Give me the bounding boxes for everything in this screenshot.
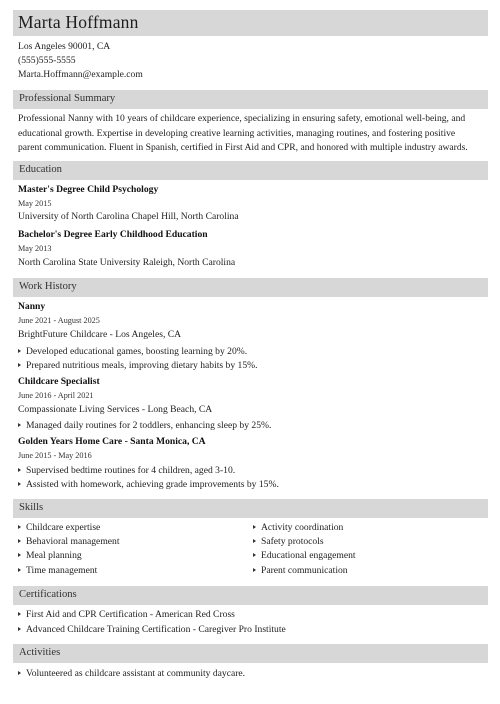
skill-item: Educational engagement	[253, 550, 356, 561]
job-title: Golden Years Home Care - Santa Monica, CA	[18, 436, 206, 447]
bullet-icon	[18, 482, 21, 486]
bullet-icon	[253, 553, 256, 557]
work-section-header	[13, 278, 488, 297]
bullet-icon	[253, 568, 256, 572]
job-dates: June 2015 - May 2016	[18, 451, 92, 460]
section-title: Activities	[19, 647, 61, 658]
job-bullet: Managed daily routines for 2 toddlers, enhancing sleep by 25%.	[18, 420, 271, 431]
section-title: Work History	[19, 281, 77, 292]
job-employer: Compassionate Living Services - Long Beach, CA	[18, 404, 213, 415]
bullet-icon	[18, 671, 21, 675]
summary-section-header	[13, 90, 488, 109]
certification-item: First Aid and CPR Certification - American Red Cross	[18, 609, 235, 620]
job-employer: BrightFuture Childcare - Los Angeles, CA	[18, 329, 182, 340]
bullet-icon	[18, 612, 21, 616]
bullet-icon	[18, 627, 21, 631]
bullet-icon	[253, 525, 256, 529]
bullet-icon	[18, 568, 21, 572]
section-title: Skills	[19, 502, 44, 513]
degree-date: May 2015	[18, 199, 52, 208]
degree-title: Bachelor's Degree Early Childhood Education	[18, 229, 208, 240]
skill-item: Meal planning	[18, 550, 82, 561]
summary-text: Professional Nanny with 10 years of childcare experience, specializing in ensuring safety, emotional well-being, and educational growth. Expertise in developing creative learning activities, managing routines, and fostering positive parent communication. Fluent in Spanish, certified in First Aid and CPR, and honored with multiple industry awards.	[18, 113, 468, 153]
activity-item: Volunteered as childcare assistant at community daycare.	[18, 668, 245, 679]
education-section-header	[13, 161, 488, 180]
job-title: Nanny	[18, 301, 46, 312]
bullet-icon	[18, 525, 21, 529]
skill-item: Parent communication	[253, 565, 348, 576]
job-bullet: Assisted with homework, achieving grade improvements by 15%.	[18, 479, 279, 490]
job-dates: June 2016 - April 2021	[18, 391, 94, 400]
degree-title: Master's Degree Child Psychology	[18, 184, 159, 195]
bullet-icon	[18, 363, 21, 367]
job-bullet: Developed educational games, boosting learning by 20%.	[18, 346, 247, 357]
name-header	[13, 10, 488, 36]
skill-item: Safety protocols	[253, 536, 324, 547]
bullet-icon	[18, 553, 21, 557]
skill-item: Behavioral management	[18, 536, 120, 547]
school-name: University of North Carolina Chapel Hill, North Carolina	[18, 211, 239, 222]
bullet-icon	[253, 539, 256, 543]
candidate-name: Marta Hoffmann	[18, 12, 139, 32]
section-title: Education	[19, 164, 62, 175]
skill-item: Childcare expertise	[18, 522, 100, 533]
skill-item: Time management	[18, 565, 97, 576]
certification-item: Advanced Childcare Training Certification - Caregiver Pro Institute	[18, 624, 286, 635]
address: Los Angeles 90001, CA	[18, 41, 111, 52]
certifications-section-header	[13, 586, 488, 605]
bullet-icon	[18, 468, 21, 472]
school-name: North Carolina State University Raleigh, North Carolina	[18, 257, 236, 268]
bullet-icon	[18, 349, 21, 353]
phone: (555)555-5555	[18, 55, 76, 66]
job-bullet: Supervised bedtime routines for 4 children, aged 3-10.	[18, 465, 235, 476]
bullet-icon	[18, 423, 21, 427]
job-bullet: Prepared nutritious meals, improving dietary habits by 15%.	[18, 360, 258, 371]
section-title: Professional Summary	[19, 93, 116, 104]
bullet-icon	[18, 539, 21, 543]
job-title: Childcare Specialist	[18, 376, 100, 387]
degree-date: May 2013	[18, 244, 52, 253]
section-title: Certifications	[19, 589, 77, 600]
skills-section-header	[13, 499, 488, 518]
email: Marta.Hoffmann@example.com	[18, 69, 143, 80]
activities-section-header	[13, 644, 488, 663]
skill-item: Activity coordination	[253, 522, 343, 533]
job-dates: June 2021 - August 2025	[18, 316, 100, 325]
